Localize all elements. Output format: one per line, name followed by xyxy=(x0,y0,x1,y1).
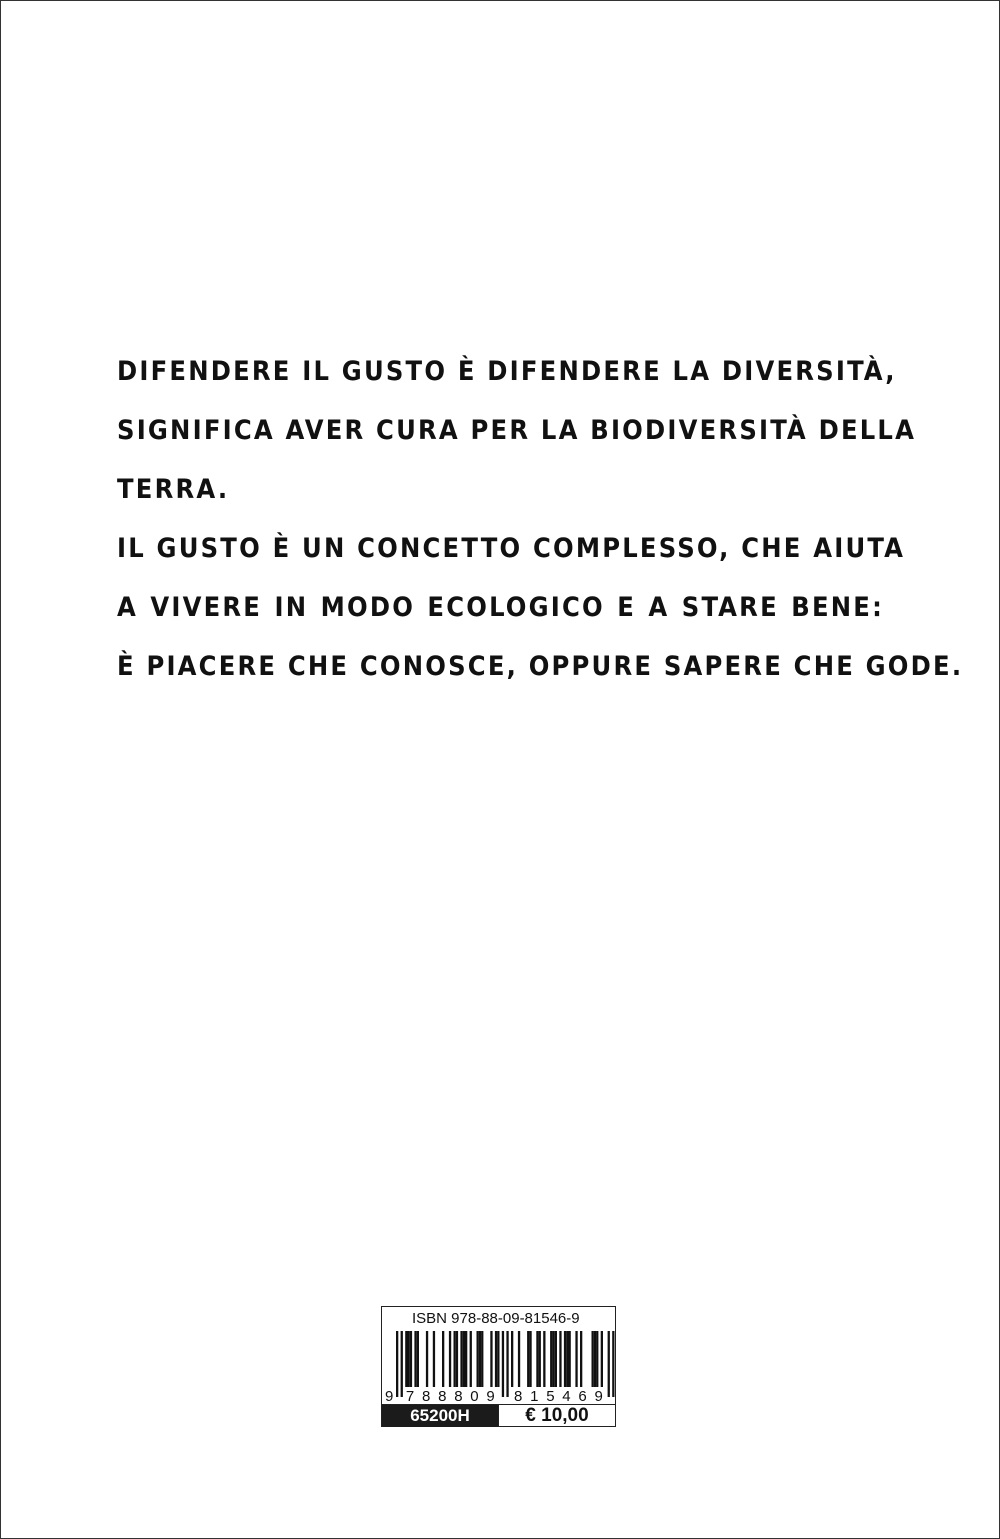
barcode-digit: 9 xyxy=(486,1388,495,1404)
barcode-bar xyxy=(414,1331,416,1387)
barcode-bar xyxy=(477,1331,479,1387)
barcode-bar xyxy=(543,1331,545,1387)
barcode-bar xyxy=(401,1331,403,1397)
barcode-bar xyxy=(463,1331,465,1387)
barcode-bar xyxy=(529,1331,531,1387)
barcode-bar xyxy=(601,1331,603,1387)
barcode-digit: 8 xyxy=(514,1388,523,1404)
barcode-digit: 9 xyxy=(594,1388,603,1404)
barcode-bar xyxy=(592,1331,594,1387)
barcode-bar xyxy=(497,1331,499,1387)
barcode-bar xyxy=(536,1331,538,1387)
barcode-bar xyxy=(442,1331,444,1387)
barcode-bar xyxy=(456,1331,458,1387)
barcode-bar xyxy=(506,1331,508,1397)
barcode-bar xyxy=(433,1331,435,1387)
barcode-digit: 4 xyxy=(562,1388,571,1404)
blurb-line: TERRA. xyxy=(117,474,230,505)
barcode-bar xyxy=(417,1331,419,1387)
barcode-bar xyxy=(511,1331,513,1387)
barcode-digit: 6 xyxy=(578,1388,587,1404)
blurb-line: DIFENDERE IL GUSTO È DIFENDERE LA DIVERSITÀ, xyxy=(117,356,897,387)
barcode-bar xyxy=(454,1331,456,1387)
barcode-bar xyxy=(481,1331,483,1387)
barcode-label xyxy=(381,1306,616,1427)
barcode-bar xyxy=(564,1331,566,1387)
barcode-bar xyxy=(408,1331,410,1387)
barcode-bar xyxy=(608,1331,610,1397)
barcode-bar xyxy=(502,1331,504,1397)
barcode-bar xyxy=(396,1331,398,1397)
blurb-line: A VIVERE IN MODO ECOLOGICO E A STARE BENE: xyxy=(117,592,884,623)
barcode-bar xyxy=(575,1331,577,1387)
barcode-bar xyxy=(612,1331,614,1397)
isbn-text: ISBN 978-88-09-81546-9 xyxy=(412,1310,580,1327)
barcode-digit: 1 xyxy=(530,1388,539,1404)
back-cover-blurb xyxy=(117,348,964,702)
barcode-bar xyxy=(495,1331,497,1387)
barcode-digit: 8 xyxy=(438,1388,447,1404)
barcode-bar xyxy=(550,1331,552,1387)
blurb-line: IL GUSTO È UN CONCETTO COMPLESSO, CHE AIUTA xyxy=(117,533,906,564)
barcode-bar xyxy=(527,1331,529,1387)
barcode-bar xyxy=(479,1331,481,1387)
barcode-bar xyxy=(566,1331,568,1387)
barcode-bar xyxy=(559,1331,561,1387)
barcode-bar xyxy=(539,1331,541,1387)
blurb-line: È PIACERE CHE CONOSCE, OPPURE SAPERE CHE GODE. xyxy=(117,651,964,682)
barcode-digit: 7 xyxy=(405,1388,415,1404)
barcode-bar xyxy=(465,1331,467,1387)
barcode-bar xyxy=(569,1331,571,1387)
barcode-bar xyxy=(596,1331,598,1387)
barcode-bar xyxy=(460,1331,462,1387)
barcode-digit: 5 xyxy=(546,1388,555,1404)
barcode-bar xyxy=(426,1331,428,1387)
barcode-bar xyxy=(552,1331,554,1387)
barcode-bar xyxy=(555,1331,557,1387)
barcode-bar xyxy=(580,1331,582,1387)
barcode-bar xyxy=(594,1331,596,1387)
barcode-bar xyxy=(490,1331,492,1387)
barcode-digit: 8 xyxy=(422,1388,431,1404)
price: € 10,00 xyxy=(498,1405,615,1427)
barcode-bar xyxy=(410,1331,412,1387)
blurb-line: SIGNIFICA AVER CURA PER LA BIODIVERSITÀ DELLA xyxy=(117,415,917,446)
barcode-digit: 8 xyxy=(454,1388,463,1404)
product-code: 65200H xyxy=(382,1405,498,1427)
barcode-bar xyxy=(518,1331,520,1387)
barcode-bar xyxy=(449,1331,451,1387)
barcode-bar xyxy=(470,1331,472,1387)
barcode-bar xyxy=(405,1331,407,1387)
barcode xyxy=(382,1329,615,1404)
barcode-digit: 9 xyxy=(385,1388,394,1404)
barcode-digit: 0 xyxy=(470,1388,479,1404)
